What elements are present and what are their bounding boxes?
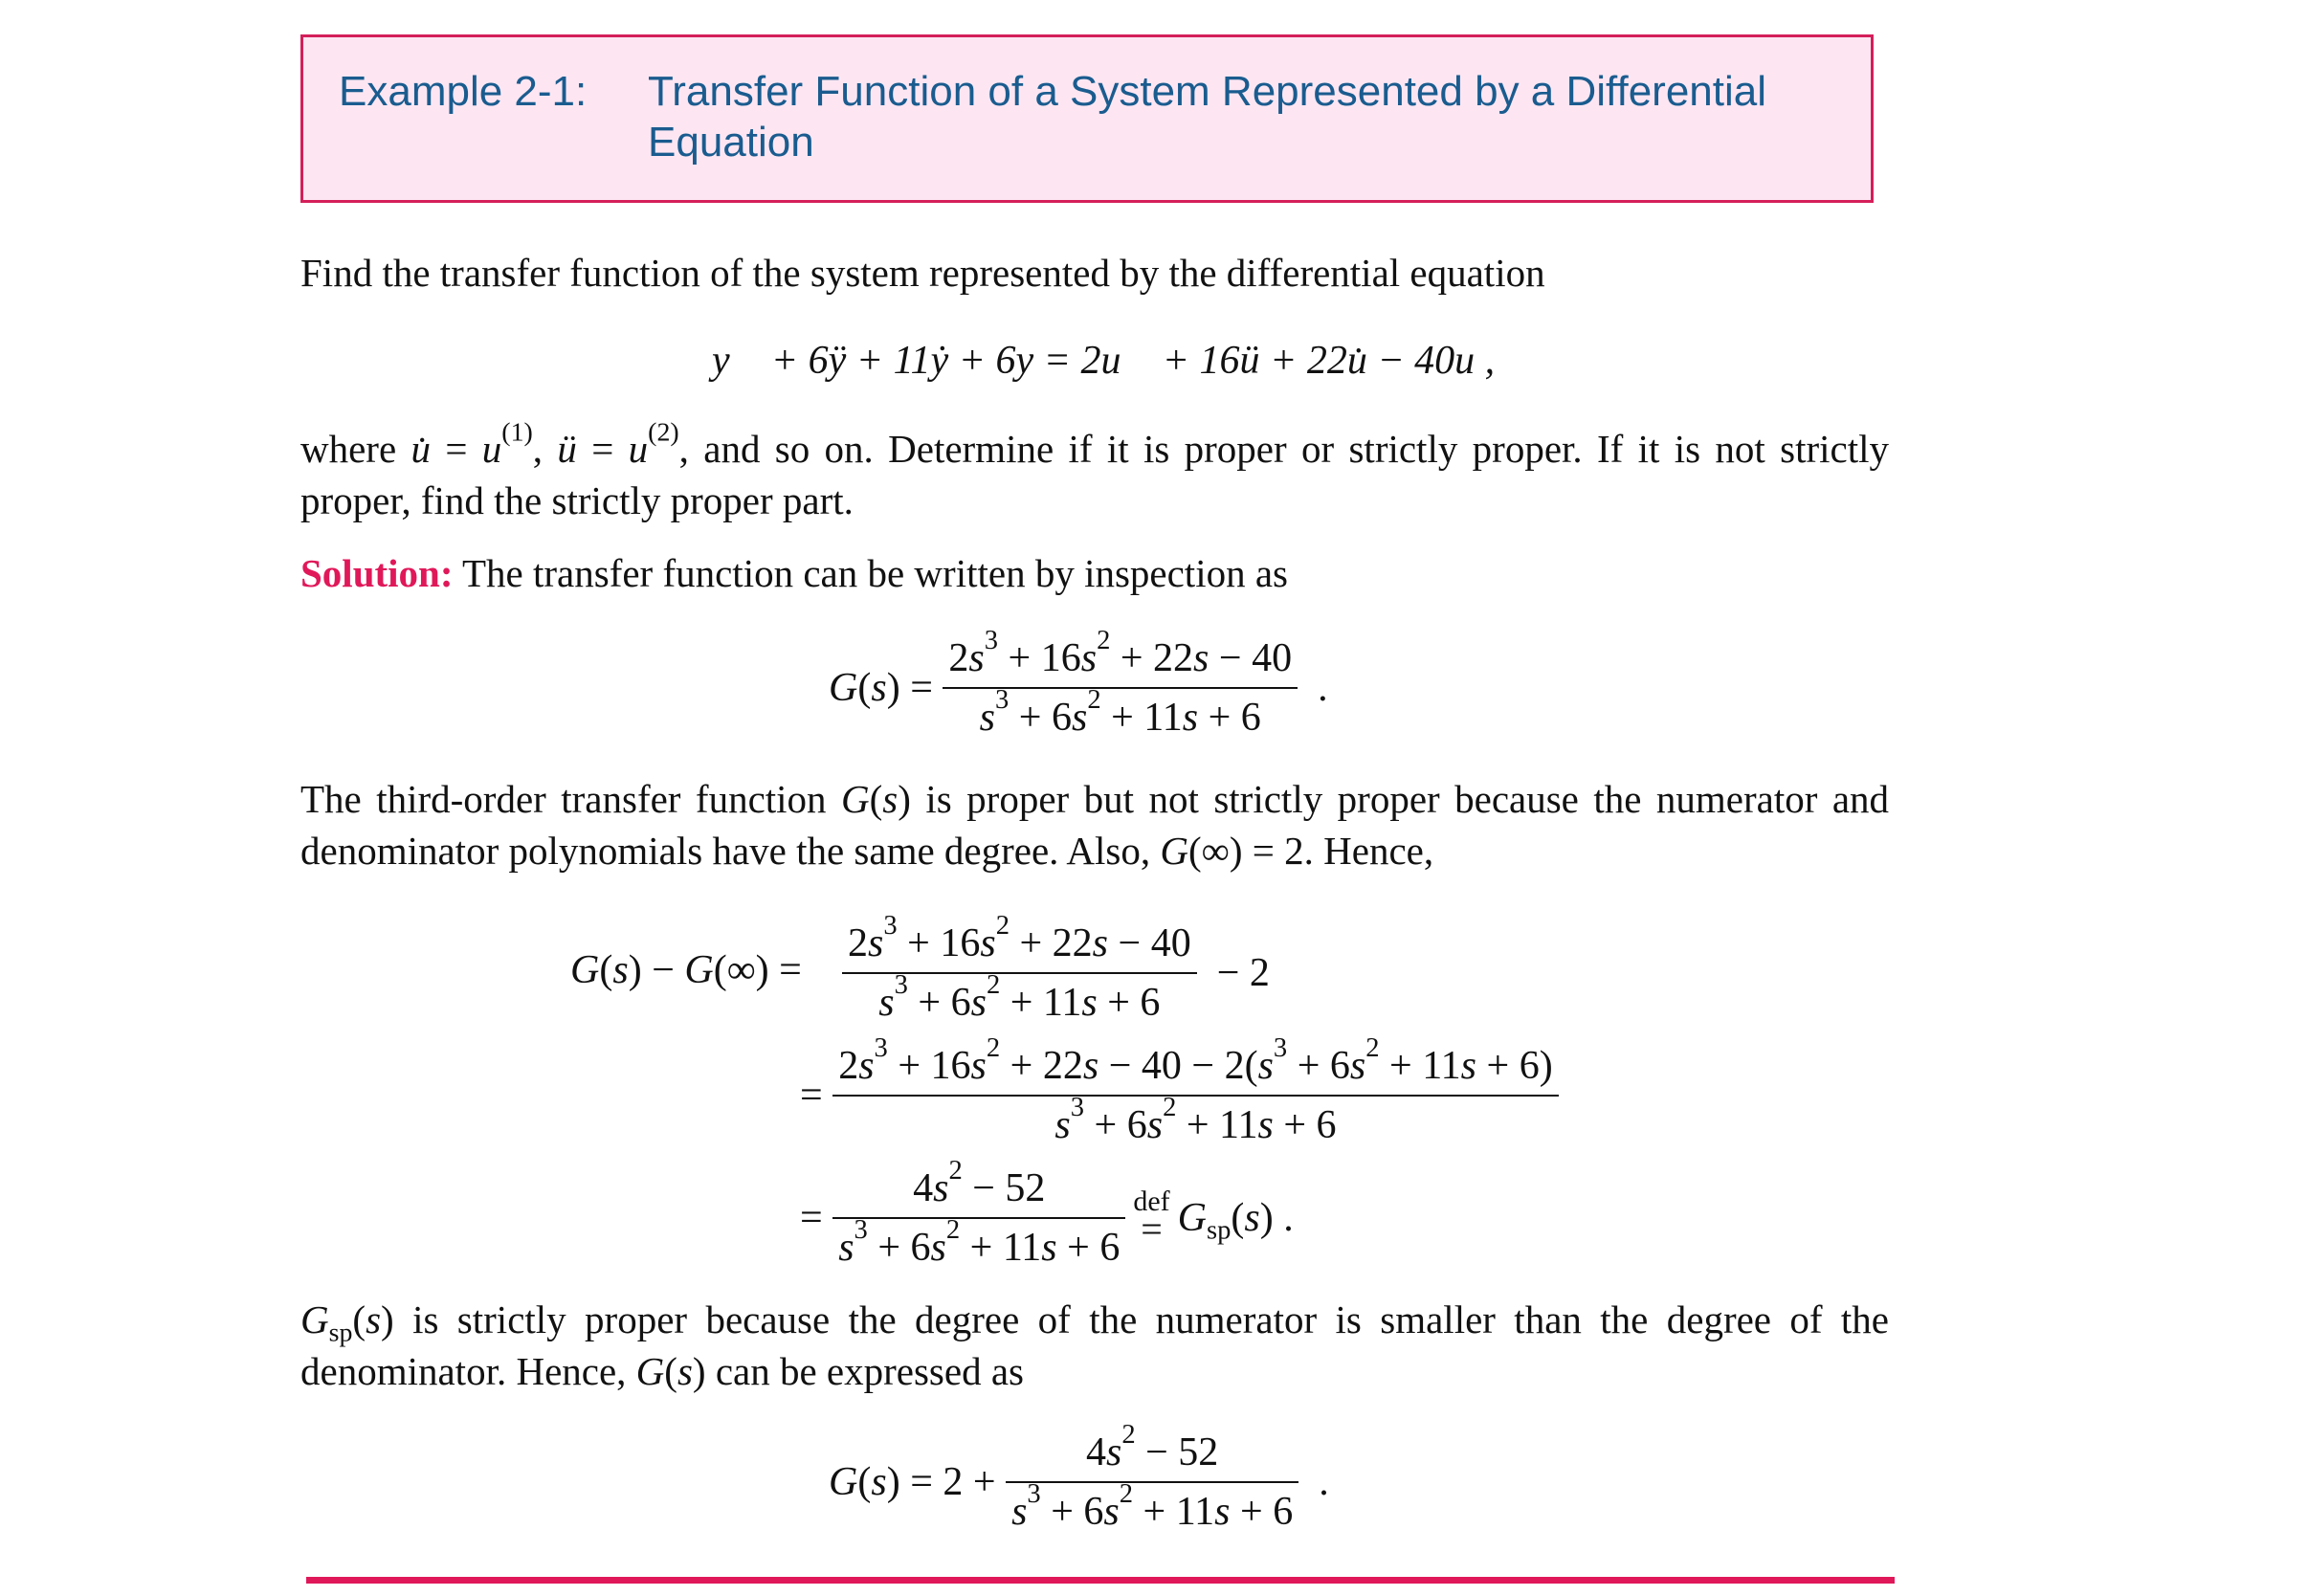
derivation-step-1: $\frac{2s^3 + 16s^2 + 22s - 40}{s^3 + 6s^2 + 11s + 6}$ − 2 [842,920,1270,1026]
differential-equation: y⃛ + 6ÿ + 11ẏ + 6y = 2u⃛ + 16ü + 22u̇ − 40u , [712,339,1496,383]
solution-label: Solution: [300,551,454,595]
strictly-proper-paragraph: $G_{sp}(s)$ is strictly proper because the degree of the numerator is smaller than the degree of the denominator. Hence, G(s) can be expressed as [300,1297,1889,1393]
proper-paragraph: The third-order transfer function G(s) is proper but not strictly proper because the numerator and denominator polynomials have the same degree. Also, G(∞) = 2. Hence, [300,777,1890,873]
example-label: Example 2-1: [339,68,588,115]
where-paragraph: where u̇ = $u^{(1)}$, ü = $u^{(2)}$, and so on. Determine if it is proper or strictly proper. If it is not strictly proper, find the strictly proper part. [300,417,1889,522]
example-title: Transfer Function of a System Represented by a Differential Equation [648,68,1767,166]
derivation-step-2: = $\frac{2s^3 + 16s^2 + 22s - 40 - 2(s^3 + 6s^2 + 11s + 6)}{s^3 + 6s^2 + 11s + 6}$ [800,1043,1559,1148]
final-equation: G(s) = 2 + $\frac{4s^2 - 52}{s^3 + 6s^2 + 11s + 6}$ . [829,1420,1329,1534]
transfer-function-equation: G(s) = $\frac{2s^3 + 16s^2 + 22s - 40}{s^3 + 6s^2 + 11s + 6}$ . [829,626,1328,740]
derivation-step-3: = $\frac{4s^2 - 52}{s^3 + 6s^2 + 11s + 6}$ def = $G_{sp}(s)$ . [800,1156,1294,1270]
section-end-rule [306,1577,1895,1584]
solution-line: Solution: The transfer function can be written by inspection as [300,551,1288,595]
definition-symbol: def = [1133,1186,1170,1251]
transfer-function-fraction: $\frac{2s^3 + 16s^2 + 22s - 40}{s^3 + 6s^2 + 11s + 6}$ [943,635,1298,741]
problem-statement: Find the transfer function of the system represented by the differential equation [300,251,1545,295]
example-header-box [300,34,1874,203]
derivation-lhs: G(s) − G(∞) = [570,948,802,992]
